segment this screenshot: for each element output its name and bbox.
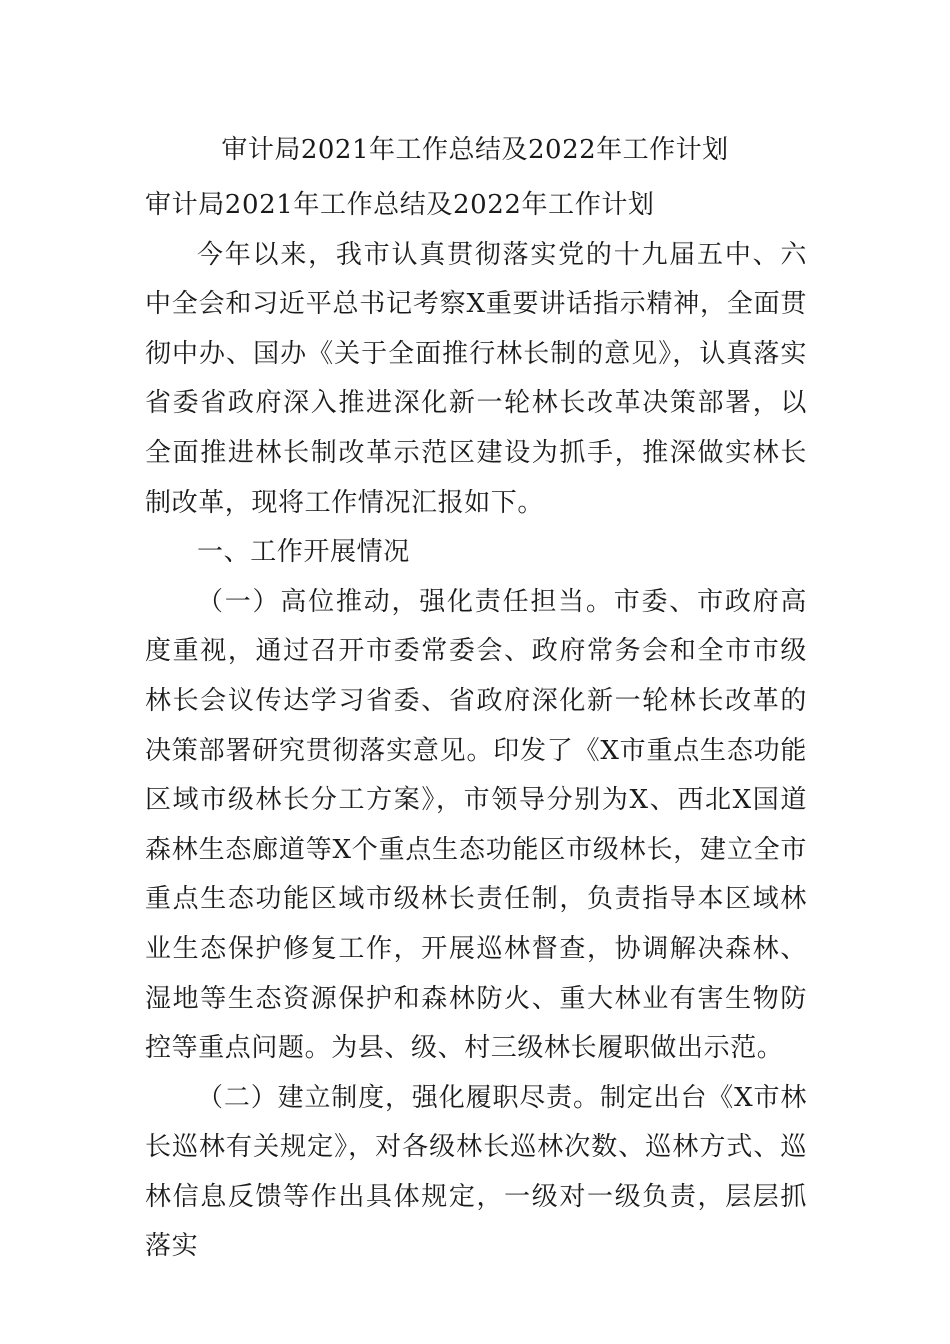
paragraph-intro: 今年以来，我市认真贯彻落实党的十九届五中、六中全会和习近平总书记考察X重要讲话指示精神，全面贯彻中办、国办《关于全面推行林长制的意见》，认真落实省委省政府深入推进深化新一轮林长改革决策部署，以全面推进林长制改革示范区建设为抓手，推深做实林长制改革，现将工作情况汇报如下。 — [145, 239, 807, 518]
document-body — [145, 181, 807, 1272]
section-heading-work-status: 一、工作开展情况 — [197, 537, 410, 568]
document-subtitle: 审计局2021年工作总结及2022年工作计划 — [145, 190, 655, 220]
document-title: 审计局2021年工作总结及2022年工作计划 — [221, 135, 729, 165]
paragraph-build-system: （二）建立制度，强化履职尽责。制定出台《X市林长巡林有关规定》，对各级林长巡林次数、巡林方式、巡林信息反馈等作出具体规定，一级对一级负责，层层抓落实 — [145, 1082, 807, 1262]
paragraph-high-level-push: （一）高位推动，强化责任担当。市委、市政府高度重视，通过召开市委常委会、政府常务会和全市市级林长会议传达学习省委、省政府深化新一轮林长改革的决策部署研究贯彻落实意见。印发了《X市重点生态功能区域市级林长分工方案》，市领导分别为X、西北X国道森林生态廊道等X个重点生态功能区市级林长，建立全市重点生态功能区域市级林长责任制，负责指导本区域林业生态保护修复工作，开展巡林督查，协调解决森林、湿地等生态资源保护和森林防火、重大林业有害生物防控等重点问题。为县、级、村三级林长履职做出示范。 — [145, 586, 807, 1064]
